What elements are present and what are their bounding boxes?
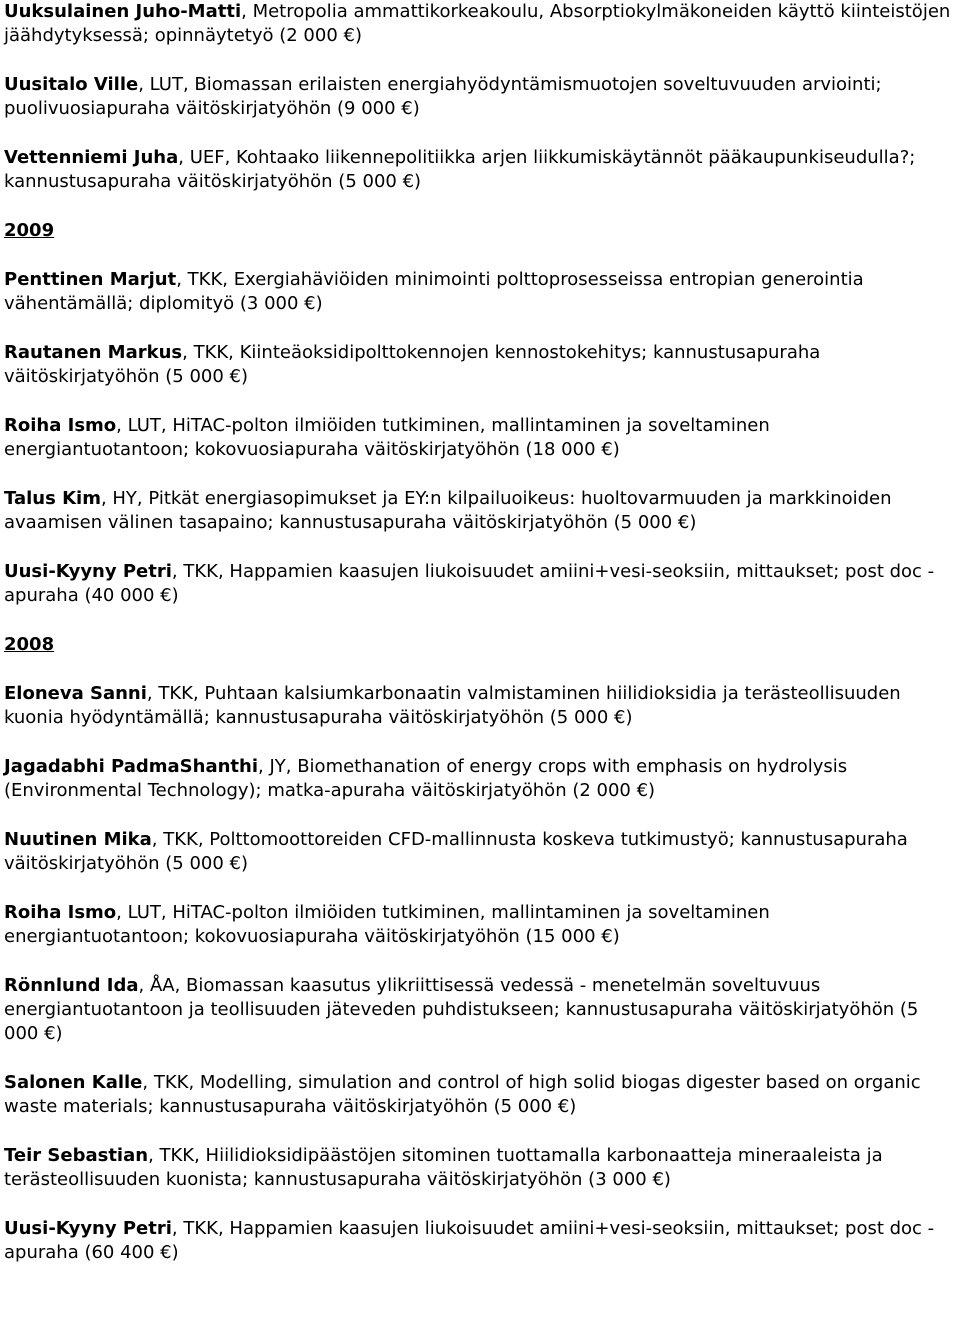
grant-details: , TKK, Puhtaan kalsiumkarbonaatin valmistaminen hiilidioksidia ja terästeollisuuden kuonia hyödyntämällä; kannustusapuraha väitöskirjatyöhön (5 000 €) — [4, 683, 901, 728]
grant-entry — [4, 73, 956, 121]
grant-entry — [4, 341, 956, 389]
section-2009 — [4, 219, 956, 608]
recipient-name: Salonen Kalle — [4, 1072, 143, 1093]
year-heading: 2008 — [4, 634, 55, 655]
year-heading: 2009 — [4, 220, 55, 241]
grant-entry — [4, 414, 956, 462]
grant-details: , TKK, Hiilidioksidipäästöjen sitominen tuottamalla karbonaatteja mineraaleista ja terästeollisuuden kuonista; kannustusapuraha väitöskirjatyöhön (3 000 €) — [4, 1145, 883, 1190]
grant-entry — [4, 487, 956, 535]
grant-details: , TKK, Kiinteäoksidipolttokennojen kennostokehitys; kannustusapuraha väitöskirjatyöhön (5 000 €) — [4, 342, 821, 387]
recipient-name: Nuutinen Mika — [4, 829, 152, 850]
recipient-name: Jagadabhi PadmaShanthi — [4, 756, 259, 777]
grant-entry — [4, 1144, 956, 1192]
section-2008 — [4, 633, 956, 1265]
recipient-name: Talus Kim — [4, 488, 101, 509]
recipient-name: Teir Sebastian — [4, 1145, 149, 1166]
grant-entry — [4, 901, 956, 949]
grant-entry — [4, 146, 956, 194]
grant-entry — [4, 1071, 956, 1119]
grant-details: , HY, Pitkät energiasopimukset ja EY:n kilpailuoikeus: huoltovarmuuden ja markkinoiden avaamisen välinen tasapaino; kannustusapuraha väitöskirjatyöhön (5 000 €) — [4, 488, 892, 533]
recipient-name: Uusi-Kyyny Petri — [4, 561, 172, 582]
grant-entry — [4, 755, 956, 803]
grant-details: , TKK, Polttomoottoreiden CFD-mallinnusta koskeva tutkimustyö; kannustusapuraha väitöskirjatyöhön (5 000 €) — [4, 829, 908, 874]
grant-entry — [4, 682, 956, 730]
recipient-name: Penttinen Marjut — [4, 269, 177, 290]
recipient-name: Uusitalo Ville — [4, 74, 139, 95]
recipient-name: Roiha Ismo — [4, 415, 117, 436]
grant-details: , ÅA, Biomassan kaasutus ylikriittisessä vedessä - menetelmän soveltuvuus energiantuotantoon ja teollisuuden jäteveden puhdistukseen; kannustusapuraha väitöskirjatyöhön (5 000 €) — [4, 975, 919, 1044]
grant-entry — [4, 828, 956, 876]
grant-entry — [4, 1217, 956, 1265]
grant-entry — [4, 560, 956, 608]
recipient-name: Uusi-Kyyny Petri — [4, 1218, 172, 1239]
grant-details: , TKK, Happamien kaasujen liukoisuudet amiini+vesi-seoksiin, mittaukset; post doc -apuraha (60 400 €) — [4, 1218, 935, 1263]
grant-details: , Metropolia ammattikorkeakoulu, Absorptiokylmäkoneiden käyttö kiinteistöjen jäähdytyksessä; opinnäytetyö (2 000 €) — [4, 1, 951, 46]
grant-entry — [4, 268, 956, 316]
grant-entry — [4, 0, 956, 48]
recipient-name: Vettenniemi Juha — [4, 147, 179, 168]
grant-details: , TKK, Happamien kaasujen liukoisuudet amiini+vesi-seoksiin, mittaukset; post doc -apuraha (40 000 €) — [4, 561, 935, 606]
grant-entry — [4, 974, 956, 1046]
recipient-name: Rönnlund Ida — [4, 975, 139, 996]
recipient-name: Roiha Ismo — [4, 902, 117, 923]
section-continuation — [4, 0, 956, 194]
recipient-name: Uuksulainen Juho-Matti — [4, 1, 242, 22]
grant-details: , JY, Biomethanation of energy crops with emphasis on hydrolysis (Environmental Technology); matka-apuraha väitöskirjatyöhön (2 000 €) — [4, 756, 848, 801]
recipient-name: Rautanen Markus — [4, 342, 183, 363]
grant-details: , LUT, HiTAC-polton ilmiöiden tutkiminen, mallintaminen ja soveltaminen energiantuotantoon; kokovuosiapuraha väitöskirjatyöhön (15 000 €) — [4, 902, 770, 947]
grant-details: , UEF, Kohtaako liikennepolitiikka arjen liikkumiskäytännöt pääkaupunkiseudulla?; kannustusapuraha väitöskirjatyöhön (5 000 €) — [4, 147, 916, 192]
recipient-name: Eloneva Sanni — [4, 683, 147, 704]
grant-details: , TKK, Modelling, simulation and control of high solid biogas digester based on organic waste materials; kannustusapuraha väitöskirjatyöhön (5 000 €) — [4, 1072, 921, 1117]
grant-details: , LUT, HiTAC-polton ilmiöiden tutkiminen, mallintaminen ja soveltaminen energiantuotantoon; kokovuosiapuraha väitöskirjatyöhön (18 000 €) — [4, 415, 770, 460]
grant-details: , LUT, Biomassan erilaisten energiahyödyntämismuotojen soveltuvuuden arviointi; puolivuosiapuraha väitöskirjatyöhön (9 000 €) — [4, 74, 882, 119]
grant-details: , TKK, Exergiahäviöiden minimointi polttoprosesseissa entropian generointia vähentämällä; diplomityö (3 000 €) — [4, 269, 864, 314]
